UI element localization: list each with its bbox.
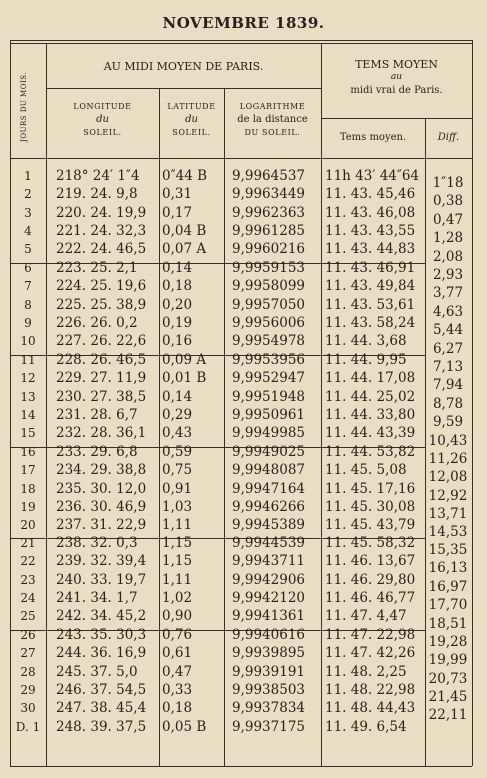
longitude-cell: 241. 34. 1,7	[56, 589, 138, 606]
day-cell: 16	[20, 445, 36, 459]
latitude-cell: 0,18	[162, 700, 193, 717]
diff-value: 12,92	[428, 487, 468, 504]
day-cell: 21	[20, 536, 36, 550]
longitude-cell: 238. 32. 0,3	[56, 535, 138, 551]
logarithm-cell: 9,9964537	[232, 168, 306, 184]
day-cell: 27	[20, 646, 36, 661]
latitude-cell: 0,91	[162, 480, 193, 497]
diff-value: 0,38	[432, 193, 464, 210]
table-row	[0, 221, 487, 241]
latitude-cell: 0,29	[162, 406, 193, 423]
mean-time-cell: 11. 45. 58,32	[325, 535, 416, 551]
day-cell: 12	[20, 371, 36, 386]
table-row	[0, 643, 487, 663]
longitude-cell: 222. 24. 46,5	[56, 241, 147, 258]
mean-time-cell: 11. 44. 33,80	[325, 406, 416, 423]
logarithm-cell: 9,9949985	[232, 425, 306, 442]
table-row	[0, 698, 487, 718]
header-latitude-line3: SOLEIL.	[172, 128, 211, 137]
table-row	[0, 606, 487, 626]
mean-time-cell: 11. 43. 46,08	[325, 204, 416, 221]
day-cell: 14	[20, 407, 36, 422]
table-row	[0, 166, 487, 186]
diff-value: 8,78	[432, 395, 464, 412]
longitude-cell: 246. 37. 54,5	[56, 681, 147, 698]
diff-value: 1″18	[432, 175, 464, 192]
mean-time-cell: 11. 43. 49,84	[325, 278, 416, 295]
longitude-cell: 221. 24. 32,3	[56, 222, 147, 239]
mean-time-cell: 11. 48. 2,25	[325, 663, 407, 680]
mean-time-cell: 11. 44. 25,02	[325, 388, 416, 405]
day-cell: 3	[24, 205, 32, 220]
logarithm-cell: 9,9963449	[232, 186, 306, 203]
logarithm-cell: 9,9942906	[232, 571, 306, 588]
day-cell: 17	[20, 463, 36, 478]
header-days: JOURS DU MOIS.	[20, 72, 28, 142]
latitude-cell: 0,90	[162, 608, 193, 625]
table-row	[0, 662, 487, 682]
diff-value: 10,43	[428, 432, 468, 449]
header-latitude	[159, 100, 224, 139]
logarithm-cell: 9,9953956	[232, 352, 306, 368]
longitude-cell: 218° 24′ 1″4	[56, 168, 140, 184]
longitude-cell: 231. 28. 6,7	[56, 406, 138, 423]
header-log-line2: de la distance	[237, 114, 308, 125]
longitude-cell: 230. 27. 38,5	[56, 388, 147, 405]
latitude-cell: 0,47	[162, 663, 193, 680]
diff-value: 1,28	[432, 230, 464, 247]
diff-value: 0,47	[432, 211, 464, 228]
mean-time-cell: 11. 47. 4,47	[325, 608, 407, 625]
logarithm-cell: 9,9960216	[232, 241, 306, 258]
latitude-cell: 1,15	[162, 535, 193, 551]
latitude-cell: 0,19	[162, 314, 193, 331]
table-row	[0, 680, 487, 700]
table-row	[0, 387, 487, 407]
header-latitude-line1: LATITUDE	[167, 102, 216, 111]
mean-time-cell: 11. 46. 13,67	[325, 553, 416, 570]
longitude-cell: 229. 27. 11,9	[56, 370, 147, 387]
mean-time-cell: 11. 48. 44,43	[325, 700, 416, 717]
logarithm-cell: 9,9941361	[232, 608, 306, 625]
header-longitude	[46, 100, 159, 139]
table-row	[0, 479, 487, 499]
diff-value: 5,44	[432, 322, 464, 339]
latitude-cell: 0,16	[162, 333, 193, 350]
table-row	[0, 423, 487, 443]
logarithm-cell: 9,9939895	[232, 645, 306, 662]
longitude-cell: 247. 38. 45,4	[56, 700, 147, 717]
rule-under-paris	[46, 88, 321, 89]
latitude-cell: 0,43	[162, 425, 193, 442]
logarithm-cell: 9,9951948	[232, 388, 306, 405]
latitude-cell: 0,75	[162, 462, 193, 479]
day-cell: 10	[20, 334, 36, 349]
rule-under-temps-group	[321, 118, 472, 119]
table-row	[0, 295, 487, 315]
latitude-cell: 0,09 A	[162, 352, 207, 368]
latitude-cell: 0,18	[162, 278, 193, 295]
diff-value: 2,08	[432, 248, 464, 265]
diff-value: 19,28	[428, 634, 468, 651]
day-cell: 6	[24, 261, 32, 275]
logarithm-cell: 9,9945389	[232, 517, 306, 534]
latitude-cell: 0,05 B	[162, 718, 207, 735]
header-logarithme	[224, 100, 321, 139]
mean-time-cell: 11. 47. 22,98	[325, 627, 416, 643]
diff-value: 16,13	[428, 560, 468, 577]
diff-value: 20,73	[428, 670, 468, 687]
table-row	[0, 551, 487, 571]
latitude-cell: 0,17	[162, 204, 193, 221]
logarithm-cell: 9,9943711	[232, 553, 306, 570]
day-cell: 26	[20, 628, 36, 642]
mean-time-cell: 11. 47. 42,26	[325, 645, 416, 662]
header-log-line1: LOGARITHME	[239, 102, 306, 111]
table-row	[0, 442, 487, 462]
mean-time-cell: 11. 43. 58,24	[325, 314, 416, 331]
logarithm-cell: 9,9962363	[232, 204, 306, 221]
day-cell: 29	[20, 682, 36, 697]
latitude-cell: 0,07 A	[162, 241, 207, 258]
table-row	[0, 258, 487, 278]
table-row	[0, 717, 487, 737]
header-longitude-line2: du	[96, 114, 109, 125]
logarithm-cell: 9,9944539	[232, 535, 306, 551]
mean-time-cell: 11. 43. 43,55	[325, 222, 416, 239]
diff-value: 16,97	[428, 578, 468, 595]
latitude-cell: 0,20	[162, 296, 193, 313]
header-temps-line1: TEMS MOYEN	[355, 58, 438, 71]
day-cell: 23	[20, 572, 36, 587]
top-rule	[10, 40, 472, 41]
day-cell: 15	[20, 426, 36, 441]
logarithm-cell: 9,9946266	[232, 498, 306, 515]
day-cell: 7	[24, 279, 32, 294]
logarithm-cell: 9,9942120	[232, 589, 306, 606]
logarithm-cell: 9,9947164	[232, 480, 306, 497]
logarithm-cell: 9,9939191	[232, 663, 306, 680]
mean-time-cell: 11h 43′ 44″64	[325, 168, 420, 184]
table-row	[0, 533, 487, 553]
diff-value: 22,11	[428, 707, 468, 724]
header-temps-line2: au	[390, 72, 403, 82]
mean-time-cell: 11. 44. 53,82	[325, 444, 416, 460]
logarithm-cell: 9,9957050	[232, 296, 306, 313]
mean-time-cell: 11. 45. 43,79	[325, 517, 416, 534]
logarithm-cell: 9,9956006	[232, 314, 306, 331]
table-row	[0, 203, 487, 223]
logarithm-cell: 9,9952947	[232, 370, 306, 387]
diff-value: 21,45	[428, 689, 468, 706]
longitude-cell: 245. 37. 5,0	[56, 663, 138, 680]
day-cell: 11	[20, 353, 36, 367]
bottom-rule	[10, 766, 472, 767]
longitude-cell: 237. 31. 22,9	[56, 517, 147, 534]
mean-time-cell: 11. 46. 46,77	[325, 589, 416, 606]
mean-time-cell: 11. 49. 6,54	[325, 718, 407, 735]
table-row	[0, 570, 487, 590]
day-cell: 25	[20, 609, 36, 624]
latitude-cell: 0,14	[162, 388, 193, 405]
table-row	[0, 350, 487, 370]
longitude-cell: 223. 25. 2,1	[56, 260, 138, 276]
diff-value: 2,93	[432, 267, 464, 284]
day-cell: 24	[20, 590, 36, 605]
day-cell: 9	[24, 315, 32, 330]
longitude-cell: 226. 26. 0,2	[56, 314, 138, 331]
latitude-cell: 0,76	[162, 627, 193, 643]
header-paris-group: AU MIDI MOYEN DE PARIS.	[103, 60, 264, 73]
table-row	[0, 625, 487, 645]
logarithm-cell: 9,9961285	[232, 222, 306, 239]
table-row	[0, 368, 487, 388]
diff-value: 7,13	[432, 359, 464, 376]
mean-time-cell: 11. 43. 46,91	[325, 260, 416, 276]
day-cell: 20	[20, 518, 36, 533]
header-temps-group	[321, 58, 472, 97]
diff-value: 17,70	[428, 597, 468, 614]
mean-time-cell: 11. 43. 44,83	[325, 241, 416, 258]
table-row	[0, 184, 487, 204]
longitude-cell: 240. 33. 19,7	[56, 571, 147, 588]
longitude-cell: 224. 25. 19,6	[56, 278, 147, 295]
mean-time-cell: 11. 48. 22,98	[325, 681, 416, 698]
logarithm-cell: 9,9954978	[232, 333, 306, 350]
diff-value: 13,71	[428, 506, 468, 523]
header-tems-moyen: Tems moyen.	[339, 132, 407, 143]
day-cell: 22	[20, 554, 36, 569]
longitude-cell: 227. 26. 22,6	[56, 333, 147, 350]
mean-time-cell: 11. 43. 45,46	[325, 186, 416, 203]
header-diff: Diff.	[437, 132, 460, 143]
longitude-cell: 219. 24. 9,8	[56, 186, 138, 203]
table-row	[0, 588, 487, 608]
day-cell: 18	[20, 481, 36, 496]
header-latitude-line2: du	[185, 114, 198, 125]
latitude-cell: 1,11	[162, 517, 193, 534]
logarithm-cell: 9,9938503	[232, 681, 306, 698]
day-cell: 30	[20, 701, 36, 716]
latitude-cell: 0,31	[162, 186, 193, 203]
logarithm-cell: 9,9959153	[232, 260, 306, 276]
day-cell: 13	[20, 389, 36, 404]
logarithm-cell: 9,9937175	[232, 718, 306, 735]
table-row	[0, 497, 487, 517]
day-cell: 2	[24, 187, 32, 202]
diff-value: 19,99	[428, 652, 468, 669]
mean-time-cell: 11. 45. 5,08	[325, 462, 407, 479]
table-row	[0, 239, 487, 259]
longitude-cell: 232. 28. 36,1	[56, 425, 147, 442]
diff-value: 15,35	[428, 542, 468, 559]
latitude-cell: 0,61	[162, 645, 193, 662]
longitude-cell: 248. 39. 37,5	[56, 718, 147, 735]
mean-time-cell: 11. 44. 3,68	[325, 333, 407, 350]
mean-time-cell: 11. 45. 17,16	[325, 480, 416, 497]
latitude-cell: 0,33	[162, 681, 193, 698]
header-log-line3: DU SOLEIL.	[244, 128, 301, 137]
latitude-cell: 1,15	[162, 553, 193, 570]
diff-value: 6,27	[432, 340, 464, 357]
latitude-cell: 0,04 B	[162, 222, 207, 239]
table-row	[0, 313, 487, 333]
diff-value: 11,26	[428, 451, 468, 468]
latitude-cell: 1,11	[162, 571, 193, 588]
day-cell: D. 1	[15, 719, 41, 734]
day-cell: 5	[24, 242, 32, 257]
diff-value: 3,77	[432, 285, 464, 302]
header-longitude-line1: LONGITUDE	[73, 102, 132, 111]
longitude-cell: 220. 24. 19,9	[56, 204, 147, 221]
logarithm-cell: 9,9937834	[232, 700, 306, 717]
diff-value: 12,08	[428, 469, 468, 486]
day-cell: 4	[24, 223, 32, 238]
latitude-cell: 1,02	[162, 589, 193, 606]
diff-value: 4,63	[432, 303, 464, 320]
mean-time-cell: 11. 44. 9,95	[325, 352, 407, 368]
day-cell: 28	[20, 664, 36, 679]
longitude-cell: 234. 29. 38,8	[56, 462, 147, 479]
longitude-cell: 228. 26. 46,5	[56, 352, 147, 368]
mean-time-cell: 11. 45. 30,08	[325, 498, 416, 515]
day-cell: 19	[20, 499, 36, 514]
logarithm-cell: 9,9949025	[232, 444, 306, 460]
diff-value: 18,51	[428, 615, 468, 632]
longitude-cell: 242. 34. 45,2	[56, 608, 147, 625]
latitude-cell: 0,59	[162, 444, 193, 460]
latitude-cell: 0,14	[162, 260, 193, 276]
top-rule-inner	[10, 43, 472, 44]
latitude-cell: 0,01 B	[162, 370, 207, 387]
table-row	[0, 331, 487, 351]
header-temps-line3: midi vrai de Paris.	[350, 85, 443, 96]
diff-value: 7,94	[432, 377, 464, 394]
logarithm-cell: 9,9948087	[232, 462, 306, 479]
longitude-cell: 236. 30. 46,9	[56, 498, 147, 515]
latitude-cell: 0″44 B	[162, 168, 208, 184]
longitude-cell: 233. 29. 6,8	[56, 444, 138, 460]
header-longitude-line3: SOLEIL.	[83, 128, 122, 137]
longitude-cell: 244. 36. 16,9	[56, 645, 147, 662]
longitude-cell: 225. 25. 38,9	[56, 296, 147, 313]
logarithm-cell: 9,9940616	[232, 627, 306, 643]
mean-time-cell: 11. 44. 43,39	[325, 425, 416, 442]
day-cell: 1	[24, 169, 32, 183]
mean-time-cell: 11. 46. 29,80	[325, 571, 416, 588]
rule-header-bottom	[10, 158, 472, 159]
mean-time-cell: 11. 44. 17,08	[325, 370, 416, 387]
day-cell: 8	[24, 297, 32, 312]
logarithm-cell: 9,9950961	[232, 406, 306, 423]
table-row	[0, 460, 487, 480]
diff-value: 14,53	[428, 524, 468, 541]
logarithm-cell: 9,9958099	[232, 278, 306, 295]
page-title: NOVEMBRE 1839.	[162, 14, 325, 32]
longitude-cell: 243. 35. 30,3	[56, 627, 147, 643]
table-row	[0, 276, 487, 296]
latitude-cell: 1,03	[162, 498, 193, 515]
table-row	[0, 405, 487, 425]
diff-value: 9,59	[432, 414, 464, 431]
mean-time-cell: 11. 43. 53,61	[325, 296, 416, 313]
longitude-cell: 235. 30. 12,0	[56, 480, 147, 497]
longitude-cell: 239. 32. 39,4	[56, 553, 147, 570]
